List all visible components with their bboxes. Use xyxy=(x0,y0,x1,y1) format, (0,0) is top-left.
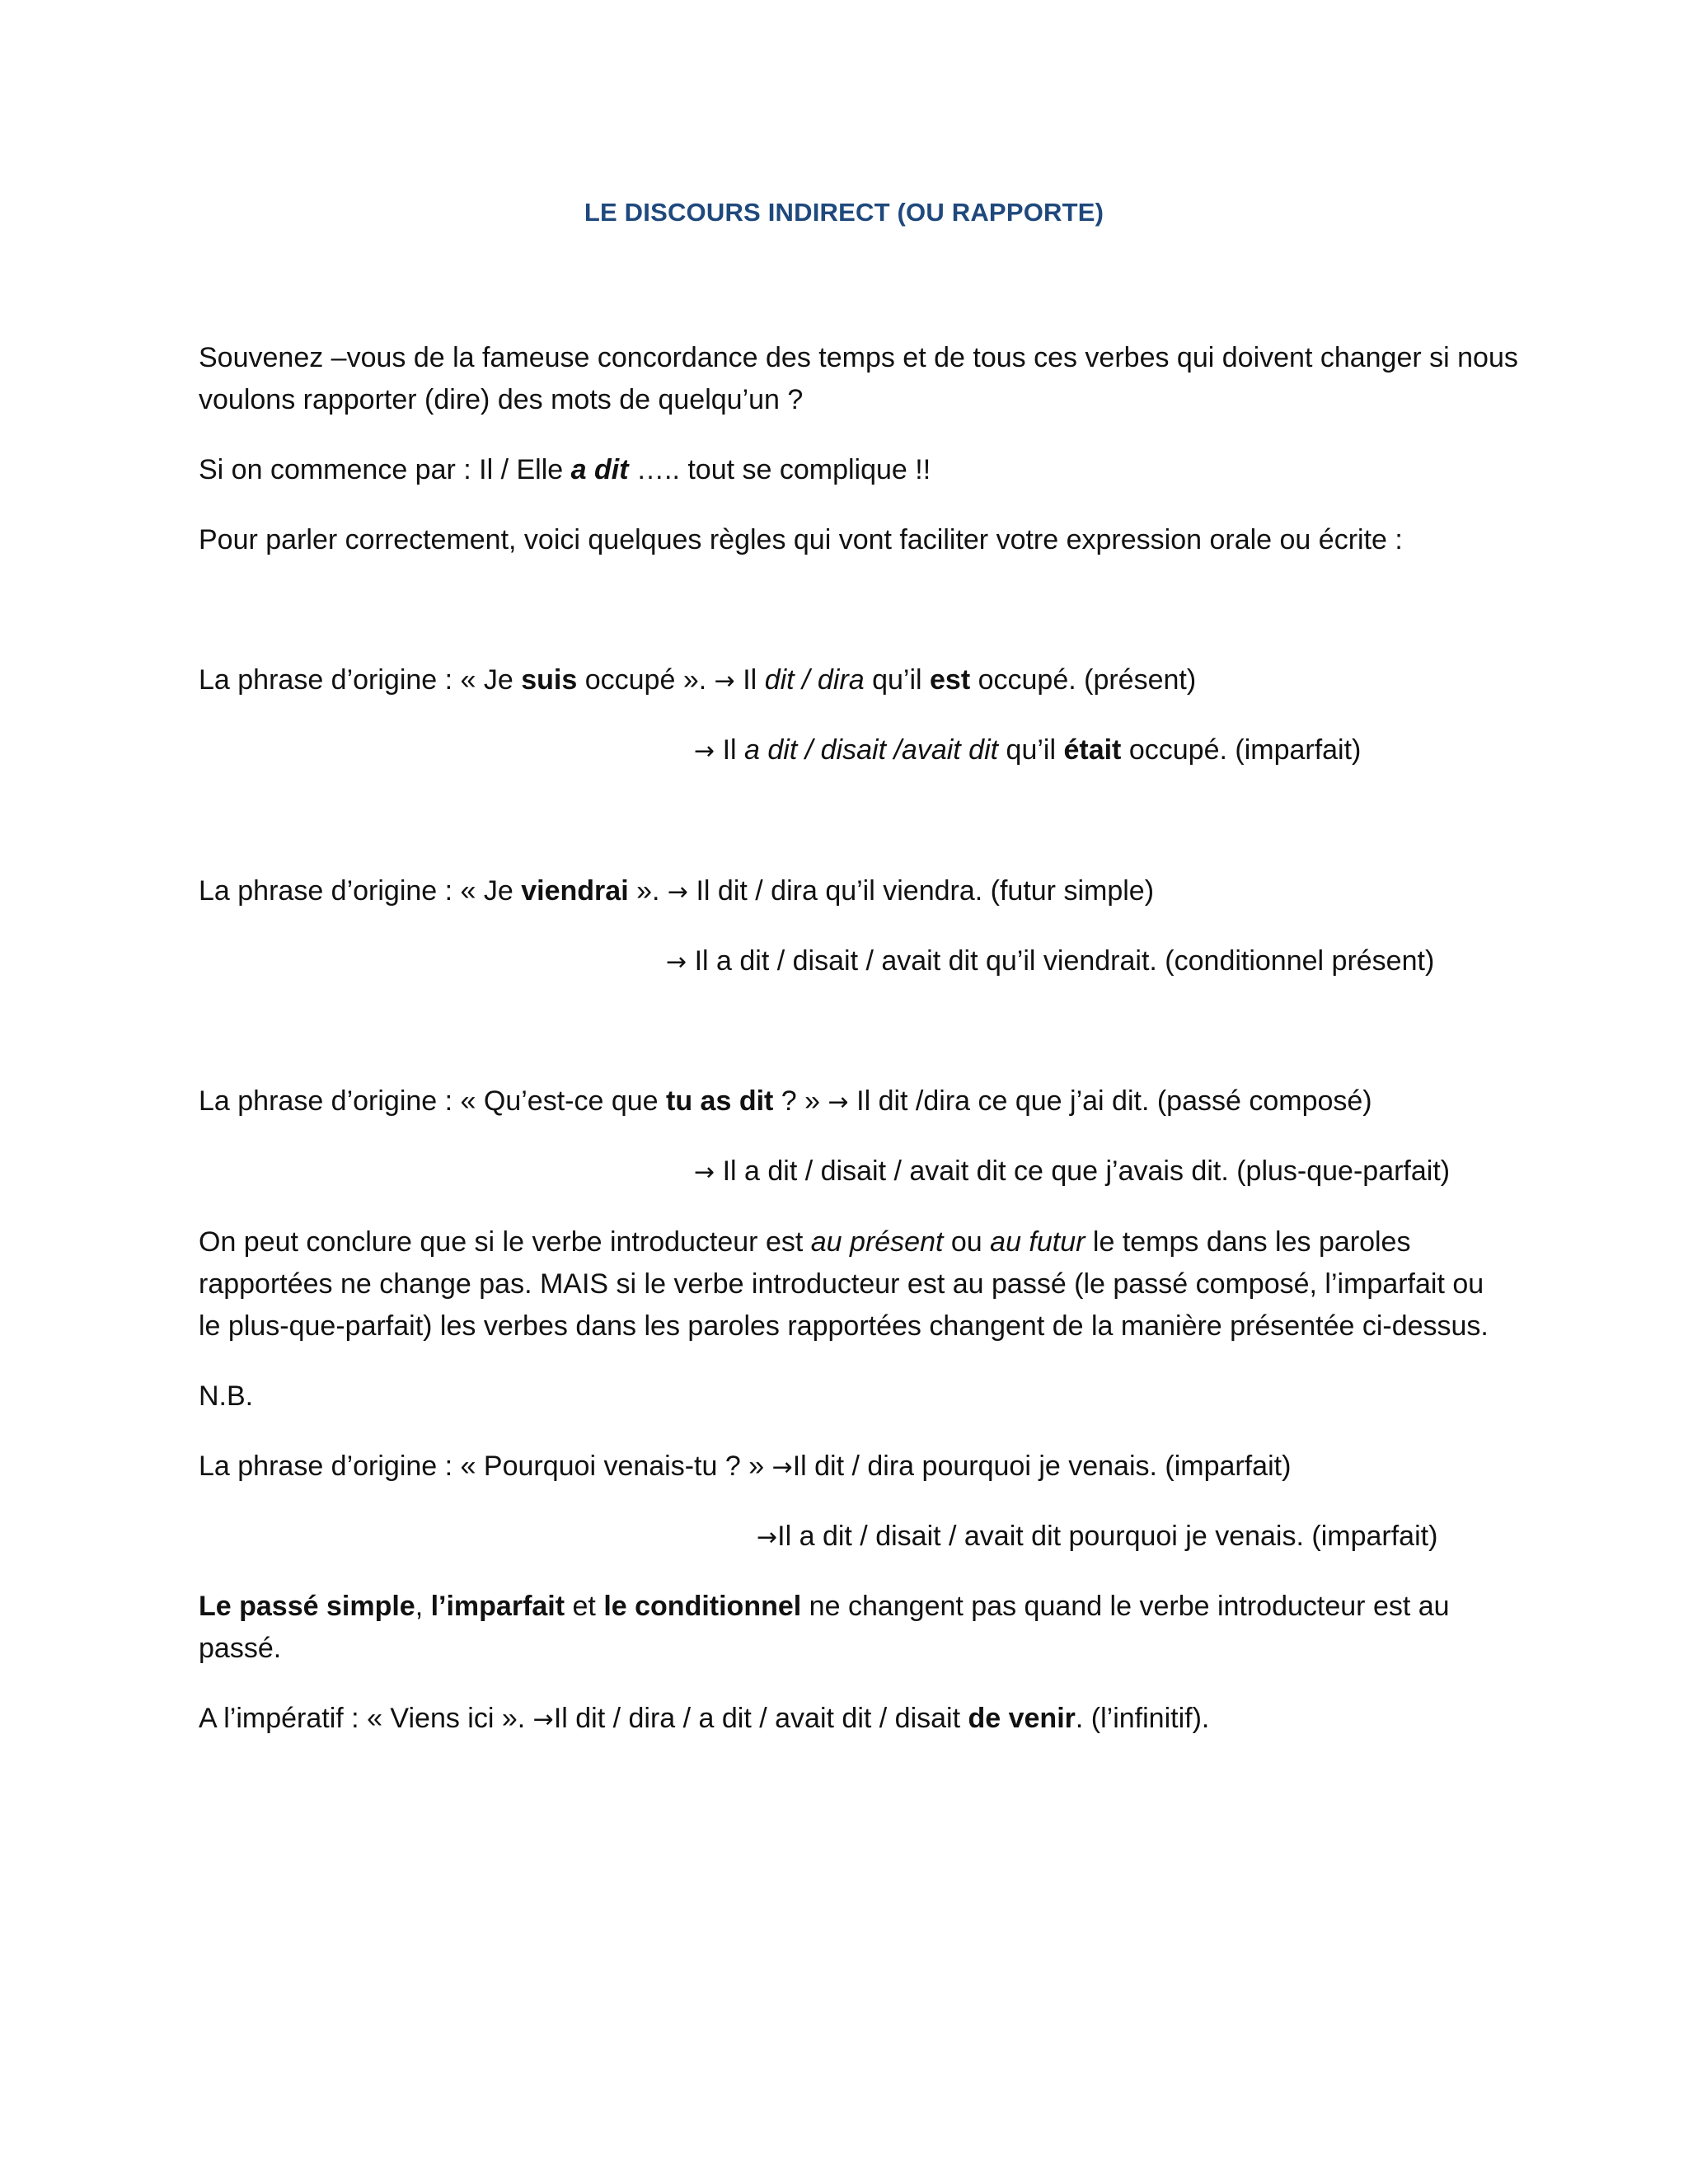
start-emphasis: a dit xyxy=(570,454,629,485)
arrow-icon: → xyxy=(532,1705,554,1734)
example-2-line-1: La phrase d’origine : « Je viendrai ». → Il dit / dira qu’il viendra. (futur simple) xyxy=(199,875,1155,907)
arrow-icon: → xyxy=(828,1088,849,1117)
example-2-line-2: → Il a dit / disait / avait dit qu’il viendrait. (conditionnel présent) xyxy=(666,945,1435,977)
verb-tu-as-dit: tu as dit xyxy=(666,1085,774,1117)
note-line-2: passé. xyxy=(199,1633,282,1664)
start-sentence xyxy=(199,449,931,491)
example-4-line-2: →Il a dit / disait / avait dit pourquoi je venais. (imparfait) xyxy=(757,1521,1438,1552)
example-4-line-1: La phrase d’origine : « Pourquoi venais-tu ? » →Il dit / dira pourquoi je venais. (imparfait) xyxy=(199,1451,1292,1482)
arrow-icon: → xyxy=(667,878,689,907)
intro-line-1: Souvenez –vous de la fameuse concordance des temps et de tous ces verbes qui doivent changer si nous xyxy=(199,342,1518,373)
verb-est: est xyxy=(930,664,971,696)
arrow-icon: → xyxy=(694,1158,715,1187)
verb-suis: suis xyxy=(521,664,578,696)
start-text: Si on commence par : Il / Elle xyxy=(199,454,571,485)
arrow-icon: → xyxy=(757,1523,778,1552)
arrow-icon: → xyxy=(714,667,735,696)
start-text-end: ….. tout se complique !! xyxy=(628,454,931,485)
arrow-icon: → xyxy=(694,737,715,766)
conclusion-line-2: rapportées ne change pas. MAIS si le verbe introducteur est au passé (le passé composé, l’imparfait ou xyxy=(199,1268,1484,1300)
arrow-icon: → xyxy=(666,948,687,977)
imperative-line: A l’impératif : « Viens ici ». →Il dit / dira / a dit / avait dit / disait de venir. (l’infinitif). xyxy=(199,1703,1210,1734)
example-1-line-1: La phrase d’origine : « Je suis occupé ». → Il dit / dira qu’il est occupé. (présent) xyxy=(199,664,1197,696)
nb-label: N.B. xyxy=(199,1380,254,1412)
verb-etait: était xyxy=(1063,734,1122,766)
arrow-icon: → xyxy=(771,1453,793,1482)
rules-intro: Pour parler correctement, voici quelques règles qui vont faciliter votre expression orale ou écrite : xyxy=(199,524,1403,555)
conclusion-line-3: le plus-que-parfait) les verbes dans les paroles rapportées changent de la manière présentée ci-dessus. xyxy=(199,1310,1489,1342)
verb-de-venir: de venir xyxy=(968,1703,1076,1734)
conclusion-line-1: On peut conclure que si le verbe introducteur est au présent ou au futur le temps dans les paroles xyxy=(199,1226,1411,1258)
example-3-line-1: La phrase d’origine : « Qu’est-ce que tu as dit ? » → Il dit /dira ce que j’ai dit. (passé composé) xyxy=(199,1085,1372,1117)
document-title: LE DISCOURS INDIRECT (OU RAPPORTE) xyxy=(584,198,1104,227)
verb-viendrai: viendrai xyxy=(521,875,629,907)
note-line-1: Le passé simple, l’imparfait et le conditionnel ne changent pas quand le verbe introducteur est au xyxy=(199,1591,1450,1622)
intro-line-2: voulons rapporter (dire) des mots de quelqu’un ? xyxy=(199,384,804,415)
example-1-line-2: → Il a dit / disait /avait dit qu’il était occupé. (imparfait) xyxy=(694,734,1362,766)
example-3-line-2: → Il a dit / disait / avait dit ce que j’avais dit. (plus-que-parfait) xyxy=(694,1155,1451,1187)
